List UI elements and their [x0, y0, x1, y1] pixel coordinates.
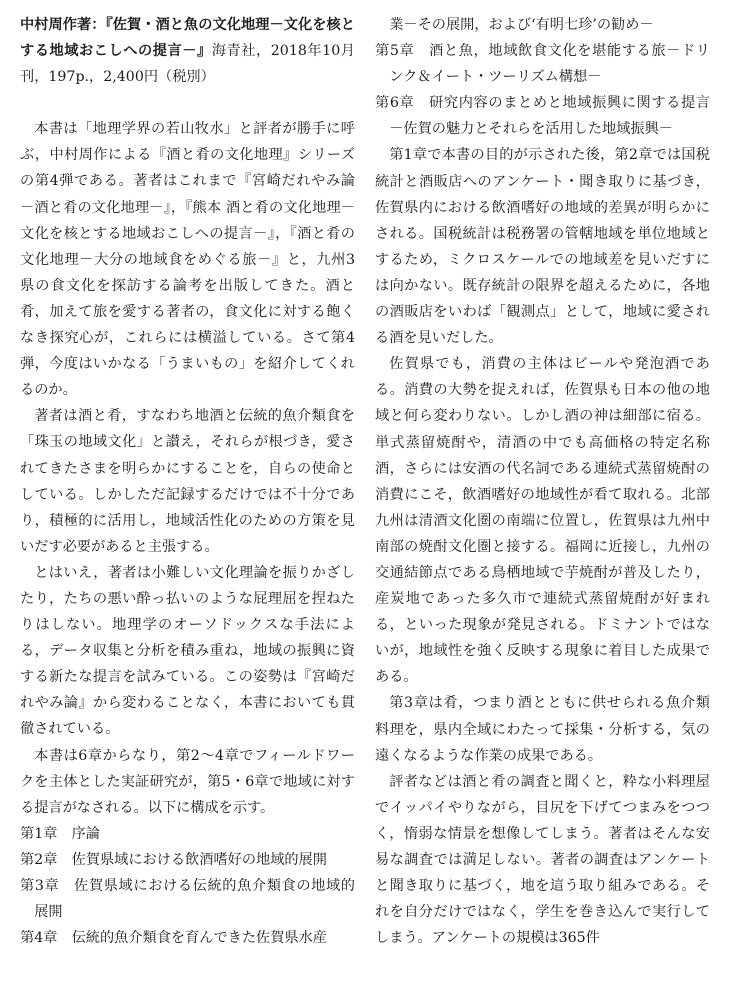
left-column: [20, 12, 355, 996]
chapter-list-item: 第5章 酒と魚，地域飲食文化を堪能する旅－ドリンク＆イート・ツーリズム構想－: [375, 43, 710, 86]
body-paragraph: 第1章で本書の目的が示された後，第2章では国税統計と酒販店へのアンケート・聞き取りに基づき，佐賀県内における飲酒嗜好の地域的差異が明らかにされる。国税統計は税務署の管轄地域を単位地域とするため，ミクロスケールでの地域差を見いだすには向かない。既存統計の限界を超えるために，各地の酒販店をいわば「観測点」として，地域に愛される酒を見いだした。: [375, 147, 710, 347]
chapter-list-item: 第4章 伝統的魚介類食を育んできた佐賀県水産: [20, 930, 327, 947]
chapter-list-item: 第1章 序論: [20, 825, 100, 842]
body-paragraph: 評者などは酒と肴の調査と聞くと，粋な小料理屋でイッパイやりながら，目尻を下げてつまみをつつく，惰弱な情景を想像してしまう。著者はそんな安易な調査では満足しない。著者の調査はアンケートと聞き取りに基づく，地を這う取り組みである。それを自分だけではなく，学生を巻き込んで実行してしまう。アンケートの規模は365件: [375, 773, 710, 947]
chapter-list-continuation: 業－その展開，および‘有明七珍’の勧め－: [389, 17, 654, 33]
chapter-list-item: 第3章 佐賀県域における伝統的魚介類食の地域的展開: [20, 878, 355, 921]
body-paragraph: 第3章は肴，つまり酒とともに供せられる魚介類料理を，県内全域にわたって採集・分析する，気の遠くなるような作業の成果である。: [375, 695, 710, 764]
body-paragraph: 本書は「地理学界の若山牧水」と評者が勝手に呼ぶ，中村周作による『酒と肴の文化地理』シリーズの第4弾である。著者はこれまで『宮崎だれやみ論－酒と肴の文化地理－』，『熊本 酒と肴の文化地理－文化を核とする地域おこしへの提言－』，『酒と肴の文化地理－大分の地域食をめぐる旅－』と，九州3県の食文化を探訪する論考を出版してきた。酒と肴，加えて旅を愛する著者の，食文化に対する飽くなき探究心が，これらには横溢している。さて第4弾，今度はいかなる「うまいもの」を紹介してくれるのか。: [20, 121, 355, 399]
book-meta: 海青社，2018年10月刊，197p.，2,400円（税別）: [20, 43, 355, 86]
chapter-list-item: 第6章 研究内容のまとめと地域振興に関する提言－佐賀の魅力とそれらを活用した地域振興－: [375, 95, 710, 138]
chapter-list-item: 第2章 佐賀県域における飲酒嗜好の地域的展開: [20, 851, 327, 868]
body-paragraph: 著者は酒と肴，すなわち地酒と伝統的魚介類食を「珠玉の地域文化」と讃え，それらが根づき，愛されてきたさまを明らかにすることを，自らの使命としている。しかしただ記録するだけでは不十分であり，積極的に活用し，地域活性化のための方策を見いだす必要があると主張する。: [20, 408, 355, 555]
review-header: [20, 12, 355, 90]
right-column: [375, 12, 710, 996]
body-paragraph: 佐賀県でも，消費の主体はビールや発泡酒である。消費の大勢を捉えれば，佐賀県も日本の他の地域と何ら変わりない。しかし酒の神は細部に宿る。単式蒸留焼酎や，清酒の中でも高価格の特定名称酒，さらには安酒の代名詞である連続式蒸留焼酎の消費にこそ，飲酒嗜好の地域性が看て取れる。北部九州は清酒文化圏の南端に位置し，佐賀県は九州中南部の焼酎文化圏と接する。福岡に近接し，九州の交通結節点である鳥栖地域で芋焼酎が普及したり，産炭地であった多久市で連続式蒸留焼酎が好まれる，といった現象が発見される。ドミナントではないが，地域性を強く反映する現象に着目した成果である。: [375, 356, 710, 686]
book-title: 中村周作著：『佐賀・酒と魚の文化地理－文化を核とする地域おこしへの提言－』: [20, 17, 355, 60]
body-paragraph: とはいえ，著者は小難しい文化理論を振りかざしたり，たちの悪い酔っ払いのような屁理屈を捏ねたりはしない。地理学のオーソドックスな手法による，データ収集と分析を積み重ね，地域の振興に資する新たな提言を試みている。この姿勢は『宮崎だれやみ論』から変わることなく，本書においても貫徹されている。: [20, 564, 355, 738]
body-paragraph: 本書は6章からなり，第2～4章でフィールドワークを主体とした実証研究が，第5・6章で地域に対する提言がなされる。以下に構成を示す。: [20, 747, 355, 816]
